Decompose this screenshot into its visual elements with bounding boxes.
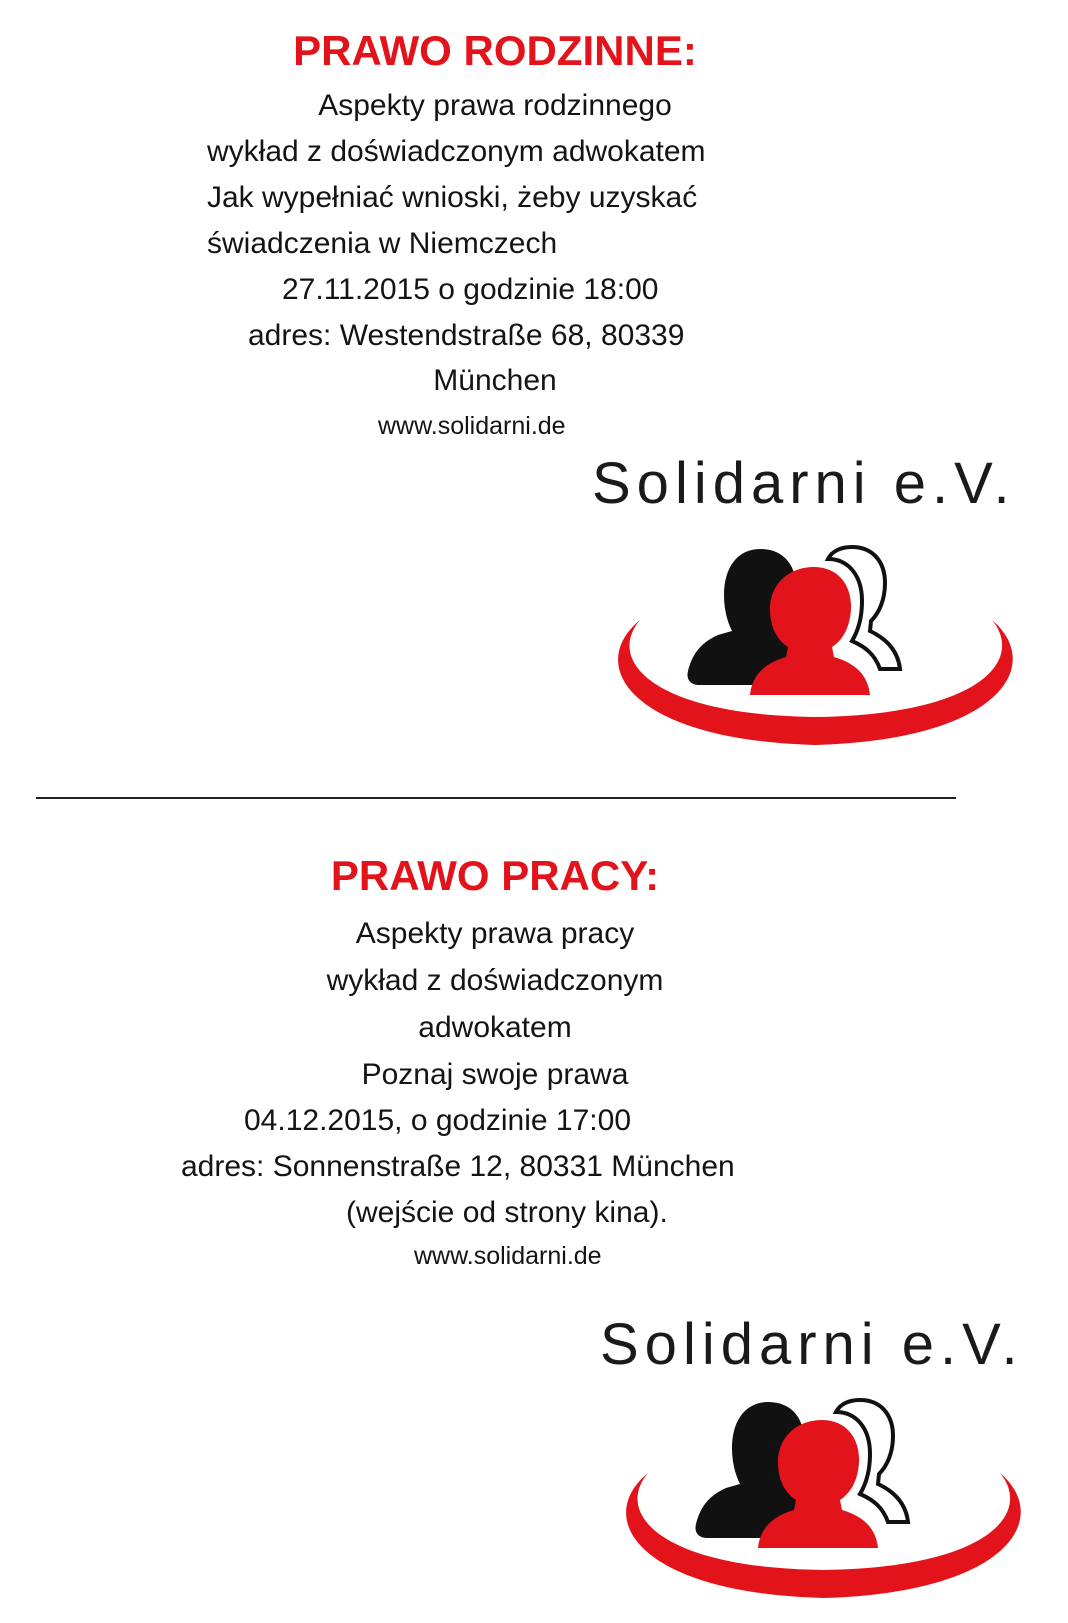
flyer-address-note: (wejście od strony kina). bbox=[346, 1196, 668, 1229]
flyer-text-line: Aspekty prawa rodzinnego bbox=[318, 89, 672, 122]
brand-name: Solidarni e.V. bbox=[592, 451, 1016, 516]
flyer-text-line: Poznaj swoje prawa bbox=[361, 1058, 629, 1091]
flyer-address: adres: Westendstraße 68, 80339 bbox=[248, 319, 685, 352]
flyer-address: adres: Sonnenstraße 12, 80331 München bbox=[181, 1150, 735, 1183]
flyer-city: München bbox=[433, 364, 557, 397]
flyer-date: 04.12.2015, o godzinie 17:00 bbox=[244, 1104, 631, 1137]
flyer-text-line: Jak wypełniać wnioski, żeby uzyskać bbox=[207, 181, 698, 214]
website-link[interactable]: www.solidarni.de bbox=[378, 412, 566, 440]
flyer-title: PRAWO RODZINNE: bbox=[293, 27, 697, 74]
flyer-text-line: adwokatem bbox=[418, 1011, 572, 1044]
solidarni-people-logo bbox=[608, 1398, 1038, 1623]
flyer-title: PRAWO PRACY: bbox=[330, 852, 660, 899]
brand-name: Solidarni e.V. bbox=[600, 1312, 1024, 1377]
flyer-date: 27.11.2015 o godzinie 18:00 bbox=[282, 273, 659, 306]
flyer-text-line: wykład z doświadczonym adwokatem bbox=[207, 135, 706, 168]
flyer-text-line: Aspekty prawa pracy bbox=[355, 917, 635, 950]
section-divider bbox=[36, 797, 956, 799]
flyer-text-line: wykład z doświadczonym bbox=[326, 964, 664, 997]
flyer-text-line: świadczenia w Niemczech bbox=[207, 227, 558, 260]
solidarni-people-logo bbox=[600, 545, 1030, 770]
website-link[interactable]: www.solidarni.de bbox=[414, 1242, 602, 1270]
